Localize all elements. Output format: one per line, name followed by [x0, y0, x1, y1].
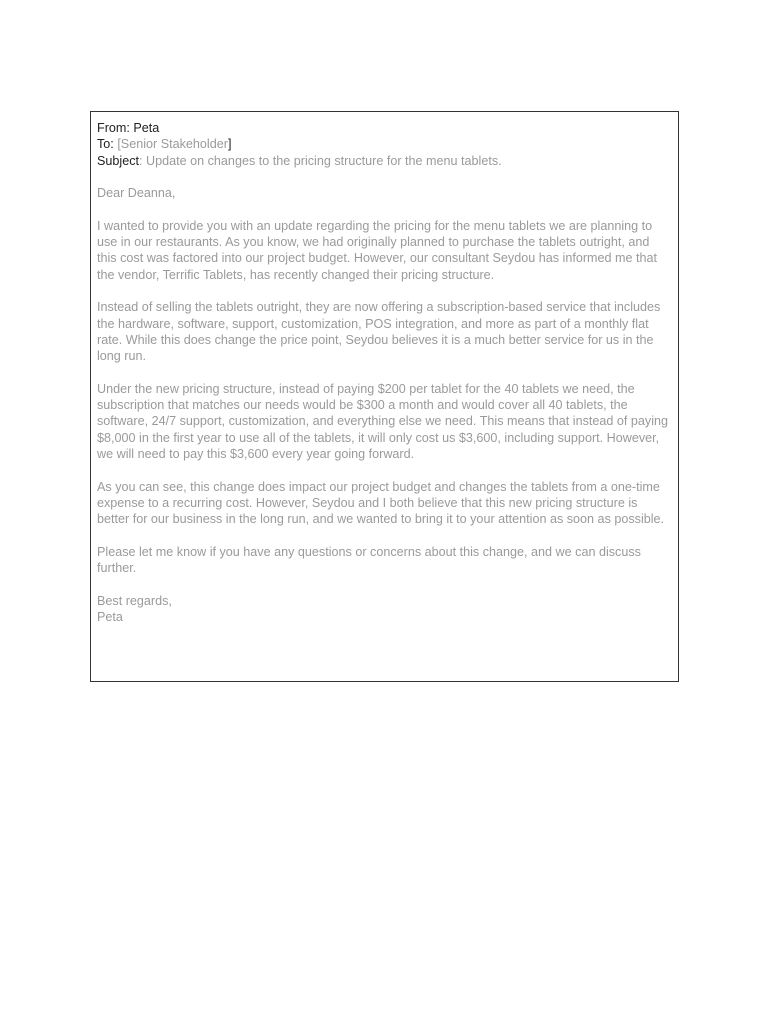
to-label: To: — [97, 137, 114, 152]
from-value: Peta — [133, 121, 160, 135]
greeting: Dear Deanna, — [97, 186, 176, 201]
email-body-box — [90, 111, 679, 682]
spacer — [97, 169, 672, 185]
spacer — [97, 527, 672, 543]
paragraph-update: I wanted to provide you with an update regarding the pricing for the menu tablets we are planning to use in our restaurants. As you know, we had originally planned to purchase the tablets outright, and this cost was factored into our project budget. However, our consultant Seydou has informed me that the vendor, Terrific Tablets, has recently changed their pricing structure. — [97, 218, 658, 282]
signature: Peta — [97, 609, 123, 624]
paragraph-impact: As you can see, this change does impact our project budget and changes the tablets from a one-time expense to a recurring cost. However, Seydou and I both believe that this new pricing structure is better for our business in the long run, and we wanted to bring it to your attention as soon as possible. — [97, 479, 665, 527]
subject-value: Update on changes to the pricing structure for the menu tablets. — [146, 153, 502, 168]
from-label: From: — [97, 121, 130, 135]
paragraph-subscription: Instead of selling the tablets outright, they are now offering a subscription-based service that includes the hardware, software, support, customization, POS integration, and more as part of a monthly flat rate. While this does change the price point, Seydou believes it is a much better service for us in the long run. — [97, 300, 661, 364]
closing: Best regards, — [97, 593, 172, 608]
paragraph-pricing: Under the new pricing structure, instead of paying $200 per tablet for the 40 tablets we need, the subscription that matches our needs would be $300 a month and would cover all 40 tablets, the software, 24/7 support, customization, and everything else we need. This means that instead of paying $8,000 in the first year to use all of the tablets, it will only cost us $3,600, including support. However, we will need to pay this $3,600 every year going forward. — [97, 381, 669, 461]
spacer — [97, 283, 672, 299]
spacer — [97, 364, 672, 380]
to-value-bracket: ] — [227, 137, 232, 152]
from-line — [97, 120, 672, 136]
subject-line — [97, 153, 672, 169]
spacer — [97, 576, 672, 592]
spacer — [97, 201, 672, 217]
to-value: [Senior Stakeholder — [117, 137, 228, 152]
spacer — [97, 462, 672, 478]
subject-colon: : — [139, 153, 143, 168]
to-line — [97, 136, 672, 152]
paragraph-questions: Please let me know if you have any questions or concerns about this change, and we can discuss further. — [97, 544, 641, 576]
subject-label: Subject — [97, 153, 140, 168]
